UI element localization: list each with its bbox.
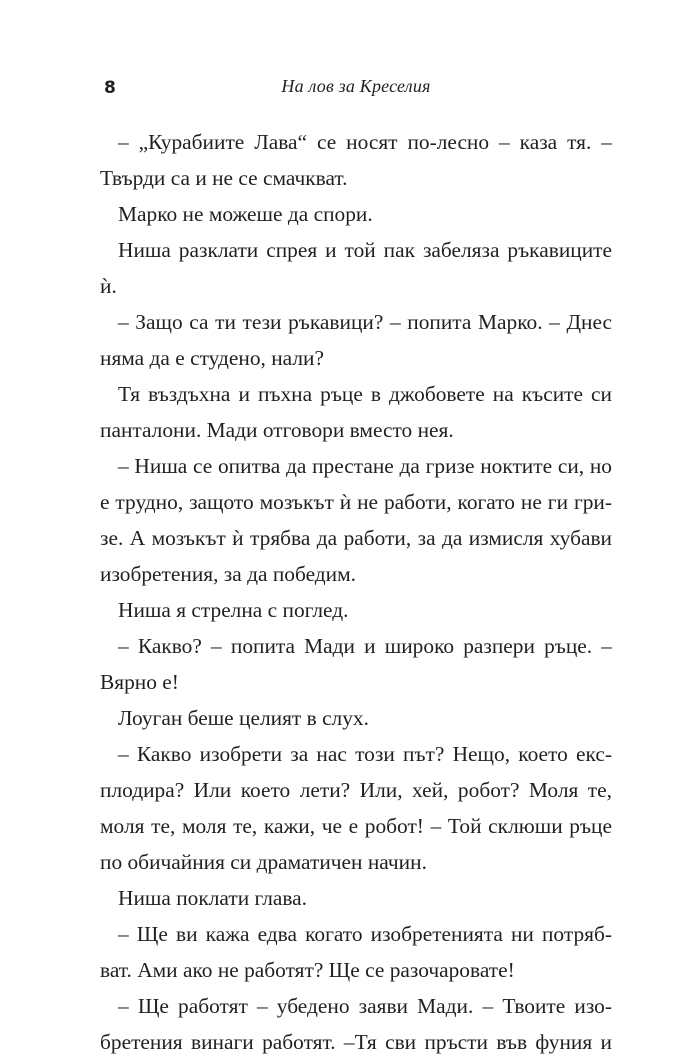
text-line: зе. А мозъкът ѝ трябва да работи, за да измисля хубави xyxy=(100,526,612,550)
text-line: – Какво? – попита Мади и широко разпери ръце. – xyxy=(118,634,612,658)
text-line: – Защо са ти тези ръкавици? – попита Марко. – Днес xyxy=(118,310,612,334)
text-line: Марко не можеше да спори. xyxy=(118,202,373,226)
body-text xyxy=(100,124,612,1060)
text-line: панталони. Мади отговори вместо нея. xyxy=(100,418,454,442)
text-line: Ниша я стрелна с поглед. xyxy=(118,598,349,622)
text-line: ѝ. xyxy=(100,274,117,298)
book-title: На лов за Креселия xyxy=(281,76,431,96)
text-line: моля те, моля те, кажи, че е робот! – Той склюши ръце xyxy=(100,814,612,838)
text-line: – Какво изобрети за нас този път? Нещо, което екс- xyxy=(118,742,612,766)
text-line: плодира? Или което лети? Или, хей, робот? Моля те, xyxy=(100,778,612,802)
text-line: ват. Ами ако не работят? Ще се разочаровате! xyxy=(100,958,515,982)
text-line: е трудно, защото мозъкът ѝ не работи, когато не ги гри- xyxy=(100,490,612,514)
running-head xyxy=(100,76,612,102)
text-line: Лоуган беше целият в слух. xyxy=(118,706,369,730)
text-line: Твърди са и не се смачкват. xyxy=(100,166,348,190)
text-line: – „Курабиите Лава“ се носят по-лесно – каза тя. – xyxy=(118,130,612,154)
text-line: по обичайния си драматичен начин. xyxy=(100,850,427,874)
text-line: – Ще ви кажа едва когато изобретенията ни потряб- xyxy=(118,922,612,946)
page-number: 8 xyxy=(104,78,116,98)
text-line: – Ще работят – убедено заяви Мади. – Твоите изо- xyxy=(118,994,612,1018)
text-line: изобретения, за да победим. xyxy=(100,562,356,586)
text-line: бретения винаги работят. –Тя сви пръсти във фуния и xyxy=(100,1030,612,1054)
text-line: Ниша поклати глава. xyxy=(118,886,308,910)
text-line: – Ниша се опитва да престане да гризе ноктите си, но xyxy=(118,454,612,478)
text-line: Вярно е! xyxy=(100,670,179,694)
text-line: Ниша разклати спрея и той пак забеляза ръкавиците xyxy=(118,238,612,262)
text-line: Тя въздъхна и пъхна ръце в джобовете на късите си xyxy=(118,382,612,406)
text-line: няма да е студено, нали? xyxy=(100,346,324,370)
